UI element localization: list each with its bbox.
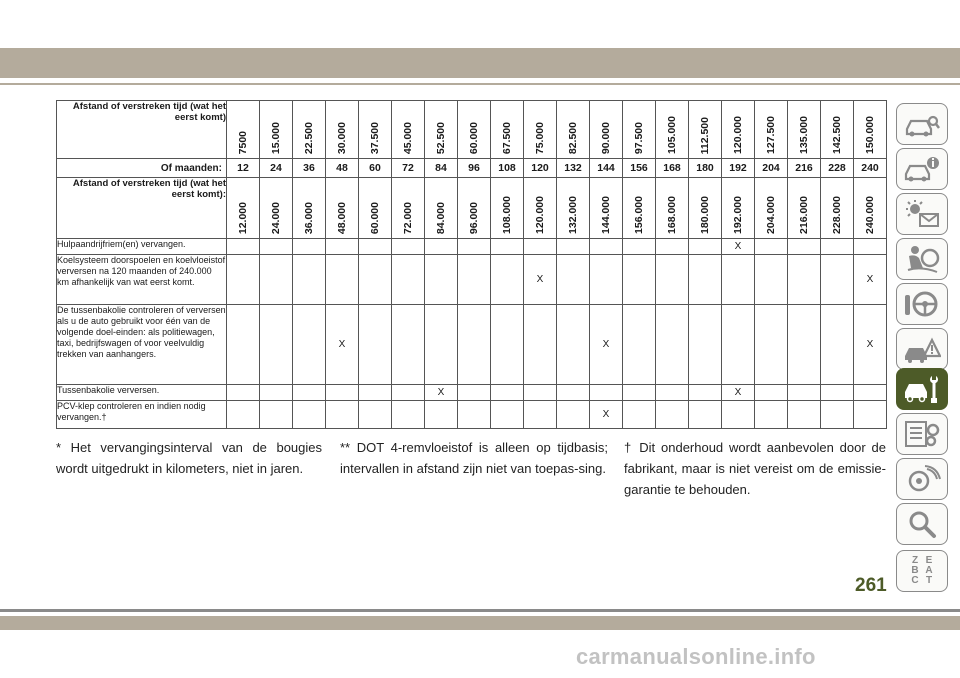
header-distance-cell	[689, 101, 722, 159]
distance-value: 120.000	[732, 116, 744, 154]
schedule-cell	[458, 239, 491, 255]
month-value: 168	[656, 159, 689, 178]
schedule-cell: X	[854, 255, 887, 305]
schedule-cell	[425, 401, 458, 429]
schedule-cell: X	[590, 401, 623, 429]
month-value: 120	[524, 159, 557, 178]
table-row	[57, 239, 887, 255]
header-distance-cell	[722, 101, 755, 159]
row-label: De tussenbakolie controleren of verversen als u de auto gebruikt voor één van de volgende doel-einden: als politiewagen, taxi, bedrijfswagen of voor veelvuldig trekken van aanhangers.	[57, 305, 227, 385]
schedule-cell	[854, 239, 887, 255]
page-number: 261	[855, 575, 887, 596]
sidebar-tab-car-info[interactable]	[896, 148, 948, 190]
index-letter: T	[925, 575, 933, 586]
schedule-cell	[326, 401, 359, 429]
footnote-recommended: † Dit onderhoud wordt aanbevolen door de fabrikant, maar is niet vereist om de emissie-garantie te behouden.	[624, 440, 886, 497]
maintenance-schedule-table	[56, 100, 887, 429]
schedule-cell	[359, 385, 392, 401]
header-km-cell	[425, 178, 458, 239]
specifications-icon	[903, 419, 941, 449]
km-value: 216.000	[798, 196, 810, 234]
km-value: 12.000	[237, 201, 249, 234]
header-km-cell	[293, 178, 326, 239]
schedule-cell	[689, 239, 722, 255]
schedule-cell	[392, 239, 425, 255]
header-km-cell	[392, 178, 425, 239]
watermark: carmanualsonline.info	[576, 644, 816, 669]
sidebar-tab-airbag-safety[interactable]	[896, 238, 948, 280]
schedule-cell	[722, 305, 755, 385]
month-value: 60	[359, 159, 392, 178]
airbag-safety-icon	[903, 244, 941, 274]
header-row-months	[57, 159, 887, 178]
header-km-cell	[557, 178, 590, 239]
header-distance-label: Afstand of verstreken tijd (wat het eerst komt)	[57, 101, 227, 159]
header-distance-cell	[623, 101, 656, 159]
footnote-brake-fluid: ** DOT 4-remvloeistof is alleen op tijdbasis; intervallen in afstand zijn niet van toepas-sing.	[340, 440, 608, 476]
month-value: 108	[491, 159, 524, 178]
maintenance-car-wrench-icon	[903, 374, 941, 404]
schedule-cell	[656, 239, 689, 255]
schedule-cell	[524, 401, 557, 429]
top-decorative-band	[0, 48, 960, 78]
schedule-cell	[260, 255, 293, 305]
schedule-cell	[788, 239, 821, 255]
schedule-cell: X	[425, 385, 458, 401]
schedule-cell	[458, 305, 491, 385]
schedule-cell	[788, 255, 821, 305]
header-km-cell	[227, 178, 260, 239]
month-value: 180	[689, 159, 722, 178]
header-km-cell	[359, 178, 392, 239]
month-value: 72	[392, 159, 425, 178]
schedule-cell	[260, 401, 293, 429]
index-letter: A	[925, 565, 933, 576]
header-distance-cell	[293, 101, 326, 159]
schedule-cell	[227, 255, 260, 305]
steering-wheel-icon	[903, 289, 941, 319]
schedule-cell	[755, 305, 788, 385]
row-label: Tussenbakolie verversen.	[57, 385, 227, 401]
distance-value: 37.500	[369, 121, 381, 154]
month-value: 48	[326, 159, 359, 178]
schedule-cell: X	[722, 239, 755, 255]
sidebar-tab-multimedia[interactable]	[896, 458, 948, 500]
schedule-cell	[590, 239, 623, 255]
schedule-cell: X	[722, 385, 755, 401]
header-km-cell	[854, 178, 887, 239]
header-distance-cell	[326, 101, 359, 159]
sidebar-tab-warning-light-mail[interactable]	[896, 193, 948, 235]
month-value: 24	[260, 159, 293, 178]
roadside-emergency-icon	[903, 334, 941, 364]
schedule-cell: X	[590, 305, 623, 385]
header-km-cell	[788, 178, 821, 239]
index-letter: C	[911, 575, 919, 586]
index-letter: Z	[911, 555, 919, 566]
table-row	[57, 401, 887, 429]
schedule-cell	[359, 255, 392, 305]
schedule-cell	[359, 305, 392, 385]
schedule-cell	[293, 401, 326, 429]
schedule-cell	[854, 385, 887, 401]
schedule-cell	[755, 401, 788, 429]
schedule-cell	[557, 401, 590, 429]
table-row	[57, 255, 887, 305]
sidebar-tab-specifications[interactable]	[896, 413, 948, 455]
schedule-cell	[722, 401, 755, 429]
km-value: 36.000	[303, 201, 315, 234]
km-value: 120.000	[534, 196, 546, 234]
schedule-cell	[227, 401, 260, 429]
distance-value: 82.500	[567, 121, 579, 154]
header-km-cell	[491, 178, 524, 239]
km-value: 240.000	[864, 196, 876, 234]
index-search-icon	[903, 509, 941, 539]
distance-value: 45.000	[402, 121, 414, 154]
km-value: 156.000	[633, 196, 645, 234]
header-distance-cell	[359, 101, 392, 159]
schedule-cell	[491, 239, 524, 255]
month-value: 192	[722, 159, 755, 178]
distance-value: 75.000	[534, 121, 546, 154]
row-label: Hulpaandrijfriem(en) vervangen.	[57, 239, 227, 255]
km-value: 228.000	[831, 196, 843, 234]
schedule-cell	[293, 305, 326, 385]
header-distance-cell	[656, 101, 689, 159]
header-km-cell	[623, 178, 656, 239]
header-km-cell	[458, 178, 491, 239]
header-km-cell	[524, 178, 557, 239]
schedule-cell	[425, 239, 458, 255]
distance-value: 97.500	[633, 121, 645, 154]
header-distance-cell	[755, 101, 788, 159]
header-km-cell	[821, 178, 854, 239]
header-distance-cell	[590, 101, 623, 159]
header-distance-cell	[788, 101, 821, 159]
distance-value: 105.000	[666, 116, 678, 154]
sidebar-tab-alphabetical-index[interactable]	[896, 550, 948, 592]
km-value: 168.000	[666, 196, 678, 234]
schedule-cell	[722, 255, 755, 305]
schedule-cell	[326, 239, 359, 255]
schedule-cell	[293, 385, 326, 401]
header-km-cell	[656, 178, 689, 239]
schedule-cell	[623, 305, 656, 385]
schedule-cell	[755, 239, 788, 255]
schedule-cell	[524, 385, 557, 401]
schedule-body	[57, 239, 887, 429]
km-value: 60.000	[369, 201, 381, 234]
schedule-cell	[854, 401, 887, 429]
header-distance-cell	[392, 101, 425, 159]
schedule-cell	[623, 385, 656, 401]
month-value: 228	[821, 159, 854, 178]
schedule-cell	[458, 385, 491, 401]
row-label: Koelsysteem doorspoelen en koelvloeistof verversen na 120 maanden of 240.000 km afhankelijk van wat eerst komt.	[57, 255, 227, 305]
distance-value: 90.000	[600, 121, 612, 154]
km-value: 96.000	[468, 201, 480, 234]
schedule-cell	[557, 385, 590, 401]
header-row-km	[57, 178, 887, 239]
schedule-cell	[293, 255, 326, 305]
distance-value: 112.500	[699, 116, 711, 154]
sidebar-tab-index-search[interactable]	[896, 503, 948, 545]
header-distance-cell	[260, 101, 293, 159]
header-distance-cell	[425, 101, 458, 159]
schedule-cell: X	[524, 255, 557, 305]
table-row	[57, 385, 887, 401]
schedule-cell	[689, 385, 722, 401]
schedule-cell	[227, 239, 260, 255]
schedule-cell	[293, 239, 326, 255]
schedule-cell: X	[326, 305, 359, 385]
distance-value: 127.500	[765, 116, 777, 154]
month-value: 132	[557, 159, 590, 178]
schedule-cell	[260, 239, 293, 255]
schedule-cell	[821, 385, 854, 401]
km-value: 144.000	[600, 196, 612, 234]
distance-value: 22.500	[303, 121, 315, 154]
month-value: 96	[458, 159, 491, 178]
km-value: 108.000	[501, 196, 513, 234]
schedule-cell	[821, 239, 854, 255]
row-label: PCV-klep controleren en indien nodig vervangen.†	[57, 401, 227, 429]
header-km-cell	[590, 178, 623, 239]
schedule-cell: X	[854, 305, 887, 385]
schedule-cell	[623, 401, 656, 429]
sidebar-tab-car-search[interactable]	[896, 103, 948, 145]
schedule-cell	[788, 305, 821, 385]
warning-light-mail-icon	[903, 199, 941, 229]
schedule-cell	[491, 255, 524, 305]
schedule-cell	[689, 401, 722, 429]
schedule-cell	[788, 401, 821, 429]
month-value: 216	[788, 159, 821, 178]
schedule-cell	[227, 305, 260, 385]
km-value: 48.000	[336, 201, 348, 234]
schedule-cell	[227, 385, 260, 401]
schedule-cell	[392, 255, 425, 305]
footnote-spark-plugs: * Het vervangingsinterval van de bougies wordt uitgedrukt in kilometers, niet in jaren.	[56, 440, 322, 476]
schedule-cell	[623, 255, 656, 305]
schedule-cell	[491, 305, 524, 385]
schedule-cell	[788, 385, 821, 401]
sidebar-tab-roadside-emergency[interactable]	[896, 328, 948, 370]
schedule-cell	[260, 385, 293, 401]
schedule-cell	[359, 239, 392, 255]
distance-value: 7500	[237, 130, 249, 154]
schedule-cell	[821, 255, 854, 305]
header-distance-cell	[821, 101, 854, 159]
km-value: 204.000	[765, 196, 777, 234]
month-value: 156	[623, 159, 656, 178]
header-km-cell	[326, 178, 359, 239]
months-label: Of maanden:	[57, 159, 227, 178]
schedule-cell	[557, 255, 590, 305]
schedule-cell	[656, 401, 689, 429]
index-letter: E	[925, 555, 933, 566]
schedule-cell	[656, 255, 689, 305]
alphabetical-index-icon	[908, 556, 936, 586]
schedule-cell	[326, 385, 359, 401]
bottom-decorative-band	[0, 616, 960, 630]
header-distance-cell	[458, 101, 491, 159]
header-km-cell	[755, 178, 788, 239]
km-value: 24.000	[270, 201, 282, 234]
sidebar-tab-maintenance-car-wrench[interactable]	[896, 368, 948, 410]
header-distance-cell	[491, 101, 524, 159]
schedule-cell	[590, 255, 623, 305]
top-divider-line	[0, 83, 960, 85]
month-value: 240	[854, 159, 887, 178]
distance-value: 60.000	[468, 121, 480, 154]
month-value: 12	[227, 159, 260, 178]
schedule-cell	[821, 401, 854, 429]
km-value: 84.000	[435, 201, 447, 234]
schedule-cell	[524, 239, 557, 255]
distance-value: 67.500	[501, 121, 513, 154]
sidebar-tab-steering-wheel[interactable]	[896, 283, 948, 325]
schedule-cell	[755, 385, 788, 401]
schedule-cell	[458, 255, 491, 305]
schedule-cell	[425, 255, 458, 305]
schedule-cell	[425, 305, 458, 385]
multimedia-icon	[903, 464, 941, 494]
bottom-divider-line	[0, 609, 960, 612]
schedule-cell	[392, 385, 425, 401]
month-value: 36	[293, 159, 326, 178]
schedule-cell	[491, 385, 524, 401]
header-row-distance	[57, 101, 887, 159]
schedule-cell	[557, 305, 590, 385]
month-value: 84	[425, 159, 458, 178]
km-value: 132.000	[567, 196, 579, 234]
schedule-cell	[524, 305, 557, 385]
header-km-cell	[689, 178, 722, 239]
header-distance-cell	[524, 101, 557, 159]
distance-value: 150.000	[864, 116, 876, 154]
table-row	[57, 305, 887, 385]
header-km-cell	[260, 178, 293, 239]
schedule-cell	[755, 255, 788, 305]
schedule-cell	[689, 305, 722, 385]
schedule-cell	[260, 305, 293, 385]
km-value: 72.000	[402, 201, 414, 234]
schedule-cell	[590, 385, 623, 401]
car-search-icon	[903, 109, 941, 139]
car-info-icon	[903, 154, 941, 184]
header-distance-cell	[227, 101, 260, 159]
schedule-cell	[821, 305, 854, 385]
schedule-cell	[656, 385, 689, 401]
distance-value: 15.000	[270, 121, 282, 154]
schedule-cell	[392, 401, 425, 429]
header-km-cell	[722, 178, 755, 239]
schedule-cell	[458, 401, 491, 429]
month-value: 144	[590, 159, 623, 178]
distance-value: 52.500	[435, 121, 447, 154]
distance-value: 30.000	[336, 121, 348, 154]
index-letter: B	[911, 565, 919, 576]
schedule-cell	[392, 305, 425, 385]
month-value: 204	[755, 159, 788, 178]
schedule-cell	[623, 239, 656, 255]
schedule-cell	[656, 305, 689, 385]
distance-value: 142.500	[831, 116, 843, 154]
header-distance-cell	[557, 101, 590, 159]
km-value: 180.000	[699, 196, 711, 234]
km-value: 192.000	[732, 196, 744, 234]
distance-value: 135.000	[798, 116, 810, 154]
header-km-label: Afstand of verstreken tijd (wat het eerst komt):	[57, 178, 227, 239]
schedule-cell	[359, 401, 392, 429]
schedule-cell	[491, 401, 524, 429]
schedule-cell	[689, 255, 722, 305]
schedule-cell	[557, 239, 590, 255]
schedule-cell	[326, 255, 359, 305]
header-distance-cell	[854, 101, 887, 159]
